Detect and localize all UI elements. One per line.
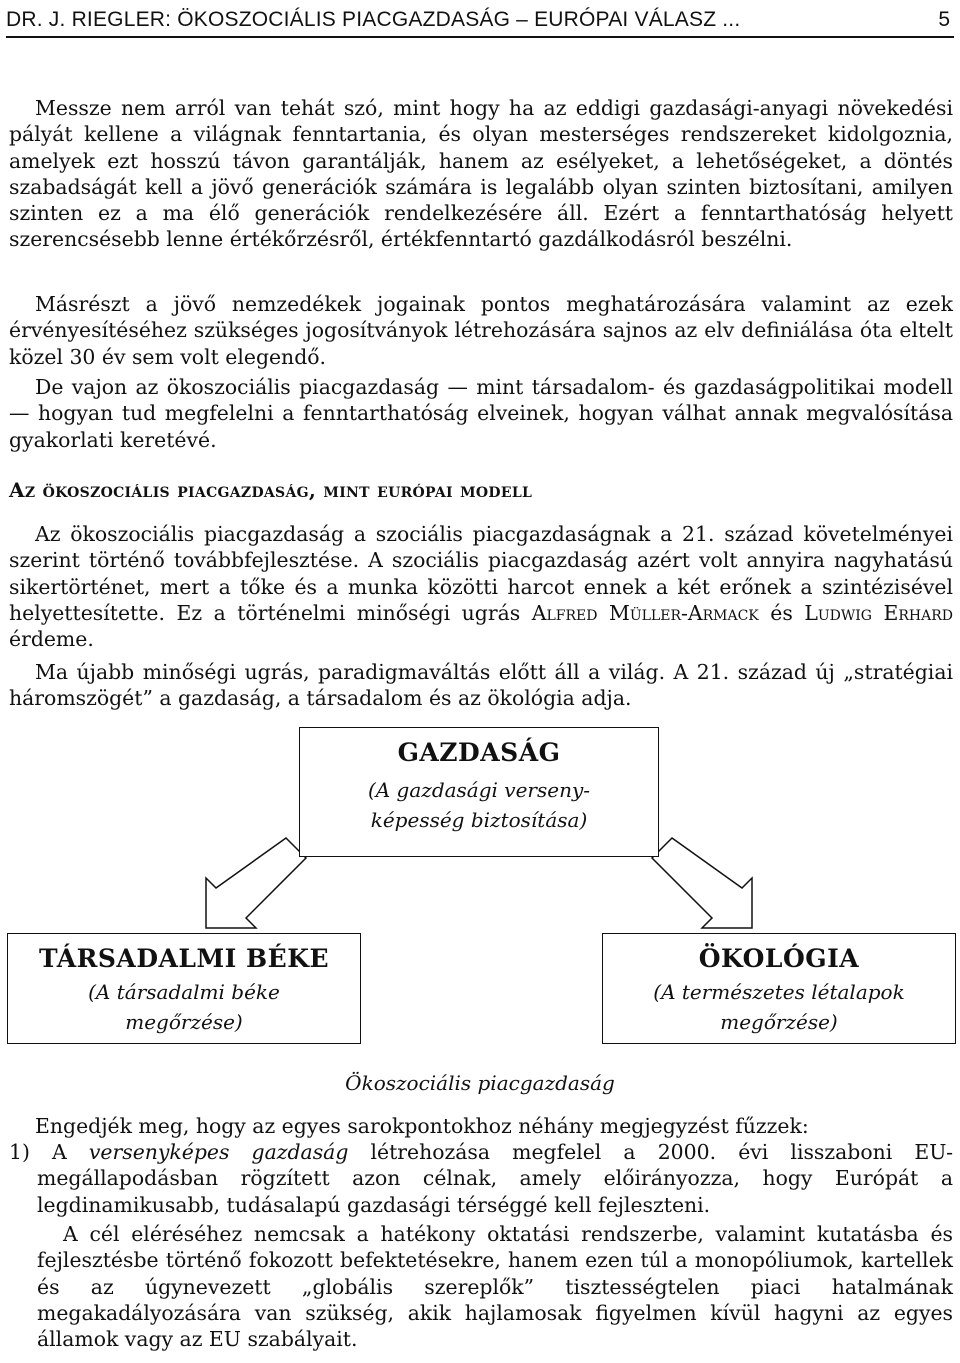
- paragraph-3: De vajon az ökoszociális piacgazdaság — mint társadalom- és gazdaságpolitikai modell — hogyan tud megfelelni a fenntarthatóság elveinek, hogyan válhat annak megvalósítása gyakorlati keretévé.: [9, 375, 953, 452]
- box-economy-subtitle-line1: (A gazdasági verseny-: [367, 778, 591, 802]
- diagram-box-ecology: [602, 933, 956, 1044]
- box-ecology-subtitle-line1: (A természetes létalapok: [653, 980, 905, 1004]
- box-economy-subtitle-line2: képesség biztosítása): [370, 808, 588, 832]
- box-social-subtitle-line1: (A társadalmi béke: [88, 980, 280, 1004]
- box-social-subtitle-line2: megőrzése): [125, 1010, 243, 1034]
- paragraph-4-end: érdeme.: [9, 627, 94, 652]
- remarks-intro: Engedjék meg, hogy az egyes sarokpontokhoz néhány megjegyzést fűzzek:: [35, 1114, 809, 1138]
- list-item-1-text: létrehozása megfelel a 2000. évi lisszaboni EU-megállapodásban rögzített azon célnak, amely előirányozza, hogy Európát a legdinamikusabb, tudásalapú gazdasági térséggé kell fejleszteni.: [37, 1140, 953, 1217]
- section-heading: Az ökoszociális piacgazdaság, mint európai modell: [9, 478, 533, 502]
- page-number: 5: [938, 8, 950, 31]
- box-economy-subtitle: [300, 775, 658, 835]
- person-name-muller-armack: Alfred Müller-Armack: [531, 600, 759, 625]
- arrow-right-icon: [652, 838, 752, 928]
- diagram-box-economy: [299, 727, 659, 857]
- list-item-1: [9, 1139, 953, 1218]
- list-item-1-emphasis: versenyképes gazdaság: [88, 1140, 349, 1164]
- box-social-title: TÁRSADALMI BÉKE: [38, 944, 330, 973]
- box-economy-title: GAZDASÁG: [397, 738, 561, 767]
- box-ecology-title: ÖKOLÓGIA: [698, 944, 860, 973]
- diagram-box-social-peace: [7, 933, 361, 1044]
- paragraph-2: Másrészt a jövő nemzedékek jogainak pontos meghatározására valamint az ezek érvényesítéséhez szükséges jogosítványok létrehozására sajnos az elv definiálása óta eltelt közel 30 év sem volt elegendő.: [9, 292, 953, 369]
- header-title: DR. J. RIEGLER: ÖKOSZOCIÁLIS PIACGAZDASÁG – EURÓPAI VÁLASZ ...: [6, 8, 741, 31]
- arrow-left-icon: [206, 838, 306, 928]
- paragraph-4-text: Az ökoszociális piacgazdaság a szociális piacgazdaságnak a 21. század követelményei szerint történő továbbfejlesztése. A szociális piacgazdaság azért volt annyira nagyhatású sikertörténet, mert a tőke és a munka közötti harcot ennek a két erőnek a szintézisével helyettesítette. Ez a történelmi minőségi ugrás: [9, 522, 953, 625]
- box-ecology-subtitle-line2: megőrzése): [720, 1010, 838, 1034]
- list-item-1-paragraph-2: A cél eléréséhez nemcsak a hatékony oktatási rendszerbe, valamint kutatásba és fejlesztésbe történő fokozott befektetésekre, hanem ezen túl a monopóliumok, kartellek és az úgynevezett „globális szereplők” tisztességtelen piaci hatalmának megakadályozására van szükség, akik hajlamosak figyelmen kívül hagyni az egyes államok vagy az EU szabályait.: [37, 1222, 953, 1352]
- list-item-1-prefix: 1) A: [9, 1140, 89, 1164]
- paragraph-1: Messze nem arról van tehát szó, mint hogy ha az eddigi gazdasági-anyagi növekedési pályát kellene a világnak fenntartania, és olyan mesterséges rendszereket kidolgoznia, amelyek ezt hosszú távon garantálják, hanem az esélyeket, a lehetőségeket, a döntés szabadságát kell a jövő generációk számára is legalább olyan szinten biztosítani, amilyen szinten ez a ma élő generációk rendelkezésére áll. Ezért a fenntarthatóság helyett szerencsésebb lenne értékőrzésről, értékfenntartó gazdálkodásról beszélni.: [9, 96, 953, 252]
- diagram-caption: Ökoszociális piacgazdaság: [345, 1071, 615, 1095]
- paragraph-5: Ma újabb minőségi ugrás, paradigmaváltás előtt áll a világ. A 21. század új „stratégiai háromszögét” a gazdaság, a társadalom és az ökológia adja.: [9, 660, 953, 711]
- box-social-subtitle: [8, 977, 360, 1037]
- box-ecology-subtitle: [603, 977, 955, 1037]
- person-name-erhard: Ludwig Erhard: [804, 600, 953, 625]
- conjunction: és: [758, 600, 805, 625]
